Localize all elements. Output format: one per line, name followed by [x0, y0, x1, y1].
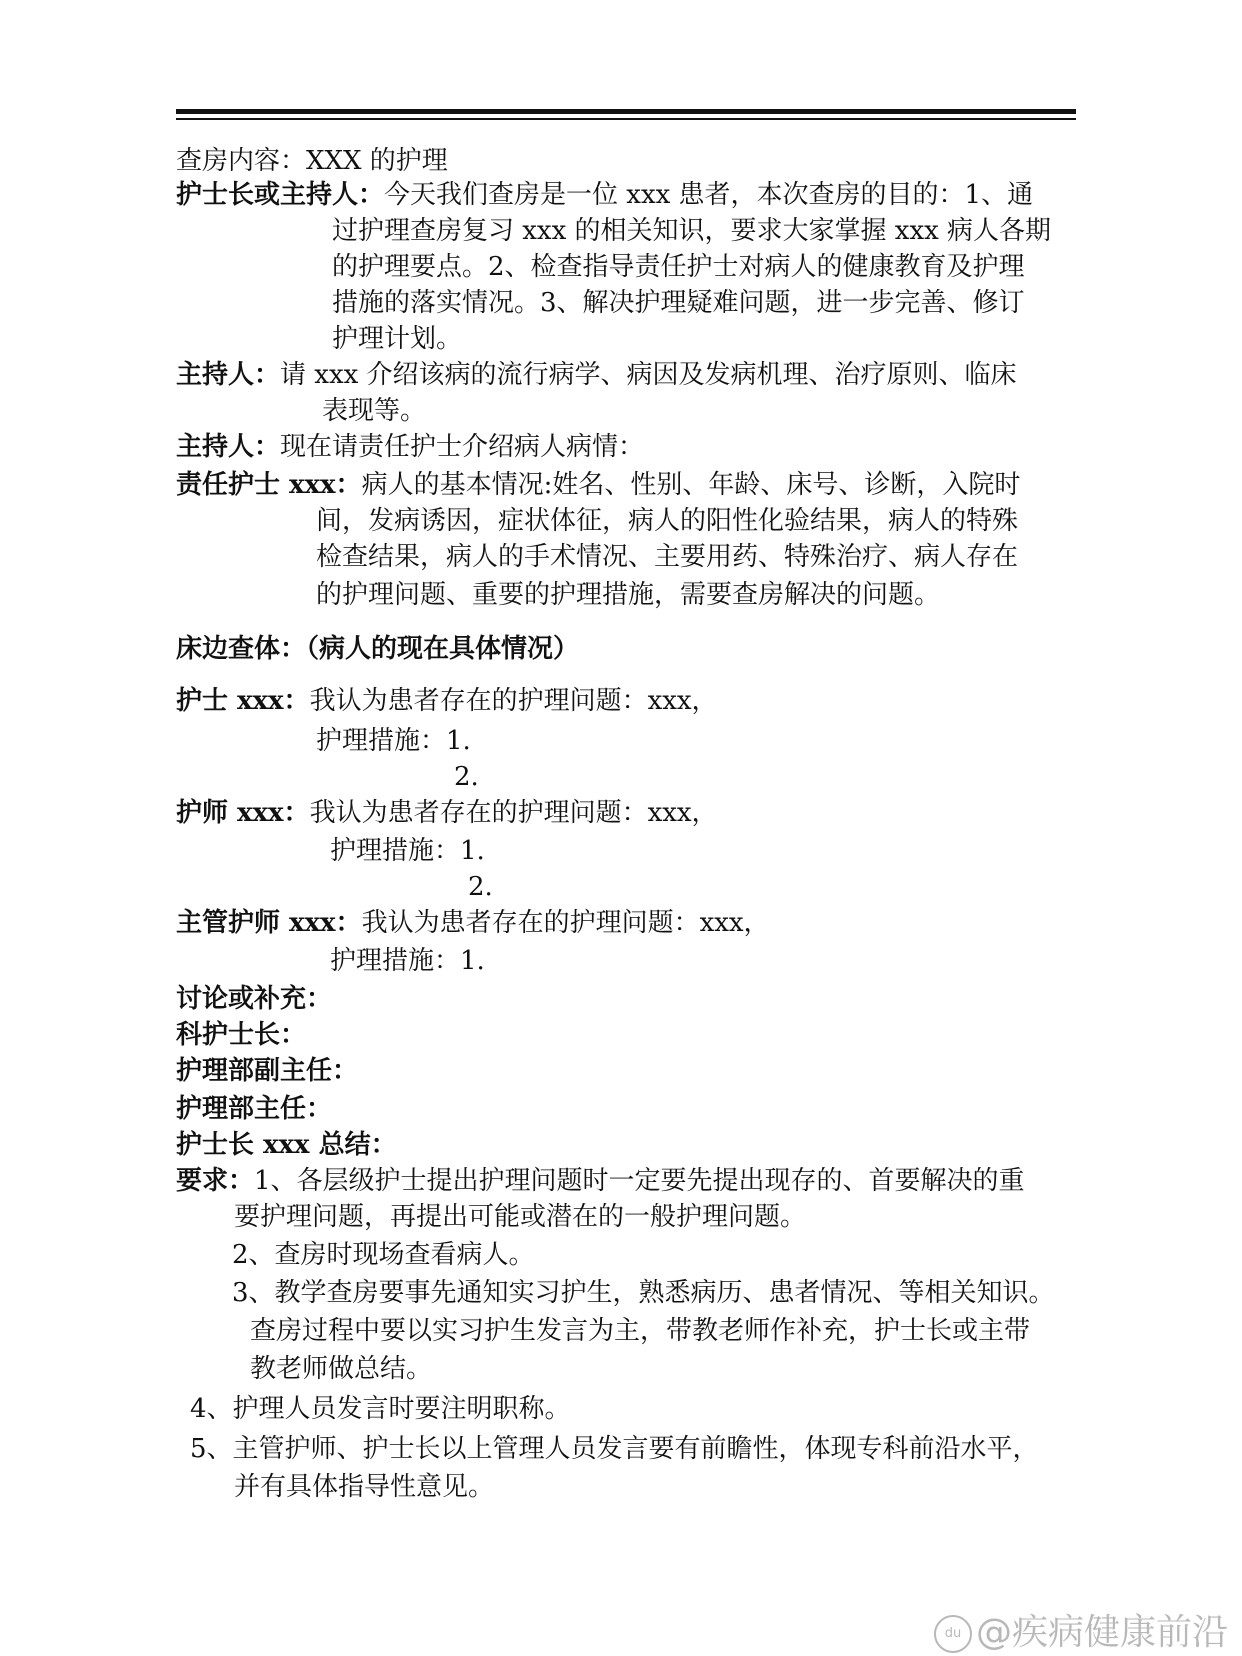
paw-logo-icon: du [934, 1615, 972, 1653]
doc-line-host [176, 358, 1017, 392]
doc-line-summary: 护士长 xxx 总结： [176, 1130, 397, 1160]
doc-line-bedside-exam: 床边查体：（病人的现在具体情况） [176, 634, 580, 664]
doc-line-nurse-practitioner [176, 796, 718, 830]
doc-line-director: 护理部主任： [176, 1094, 333, 1124]
doc-line: 检查结果，病人的手术情况、主要用药、特殊治疗、病人存在 [316, 542, 1019, 572]
doc-line: 护理措施：1. [316, 726, 471, 756]
speech-text: 我认为患者存在的护理问题：xxx， [309, 798, 718, 828]
doc-line: 3、教学查房要事先通知实习护生，熟悉病历、患者情况、等相关知识。 [232, 1278, 1055, 1308]
doc-line-senior-nurse [176, 906, 770, 940]
speaker-label: 护士 xxx： [176, 686, 310, 716]
header-double-rule-thin [176, 118, 1076, 120]
doc-line-deputy-director: 护理部副主任： [176, 1056, 359, 1086]
doc-line: 的护理问题、重要的护理措施，需要查房解决的问题。 [316, 580, 941, 610]
doc-line: 护理措施：1. [330, 946, 485, 976]
doc-line-discussion: 讨论或补充： [176, 984, 333, 1014]
doc-line: 要护理问题，再提出可能或潜在的一般护理问题。 [234, 1202, 807, 1232]
doc-line: 教老师做总结。 [250, 1354, 433, 1384]
doc-line: 措施的落实情况。3、解决护理疑难问题，进一步完善、修订 [332, 288, 1025, 318]
speaker-label: 要求： [176, 1166, 255, 1196]
watermark-text: @疾病健康前沿 [975, 1612, 1228, 1653]
doc-line-topic: 查房内容：XXX 的护理 [176, 146, 448, 176]
doc-line-requirements [176, 1164, 1025, 1198]
speaker-label: 护师 xxx： [176, 798, 310, 828]
speaker-label: 责任护士 xxx： [176, 470, 362, 500]
doc-line: 表现等。 [322, 396, 427, 426]
doc-line: 的护理要点。2、检查指导责任护士对病人的健康教育及护理 [332, 252, 1025, 282]
doc-line: 间，发病诱因，症状体征，病人的阳性化验结果，病人的特殊 [316, 506, 1019, 536]
speech-text: 请 xxx 介绍该病的流行病学、病因及发病机理、治疗原则、临床 [280, 360, 1017, 390]
watermark [934, 1604, 1228, 1655]
doc-line-nurse [176, 684, 718, 718]
speaker-label: 主持人： [176, 360, 281, 390]
doc-line: 查房过程中要以实习护生发言为主，带教老师作补充，护士长或主带 [250, 1316, 1031, 1346]
speaker-label: 主持人： [176, 432, 281, 462]
doc-line: 5、主管护师、护士长以上管理人员发言要有前瞻性，体现专科前沿水平， [190, 1434, 1039, 1464]
doc-line: 2. [468, 872, 493, 902]
speech-text: 现在请责任护士介绍病人病情： [280, 432, 645, 462]
speaker-label: 护士长或主持人： [176, 180, 385, 210]
doc-line: 4、护理人员发言时要注明职称。 [190, 1394, 571, 1424]
doc-line-head-nurse: 科护士长： [176, 1020, 307, 1050]
speech-text: 我认为患者存在的护理问题：xxx， [309, 686, 718, 716]
doc-line: 2、查房时现场查看病人。 [232, 1240, 535, 1270]
doc-line-host-intro [176, 178, 1033, 212]
speech-text: 我认为患者存在的护理问题：xxx， [361, 908, 770, 938]
doc-line: 2. [454, 762, 479, 792]
requirement-text: 1、各层级护士提出护理问题时一定要先提出现存的、首要解决的重 [254, 1166, 1025, 1196]
doc-line-responsible-nurse [176, 468, 1020, 502]
doc-line: 过护理查房复习 xxx 的相关知识，要求大家掌握 xxx 病人各期 [332, 216, 1052, 246]
header-double-rule-thick [176, 109, 1076, 114]
speech-text: 今天我们查房是一位 xxx 患者，本次查房的目的：1、通 [384, 180, 1034, 210]
speaker-label: 主管护师 xxx： [176, 908, 362, 938]
doc-line: 护理计划。 [332, 324, 463, 354]
doc-line: 护理措施：1. [330, 836, 485, 866]
speech-text: 病人的基本情况:姓名、性别、年龄、床号、诊断，入院时 [361, 470, 1021, 500]
doc-line: 并有具体指导性意见。 [234, 1472, 495, 1502]
doc-line-host [176, 430, 644, 464]
